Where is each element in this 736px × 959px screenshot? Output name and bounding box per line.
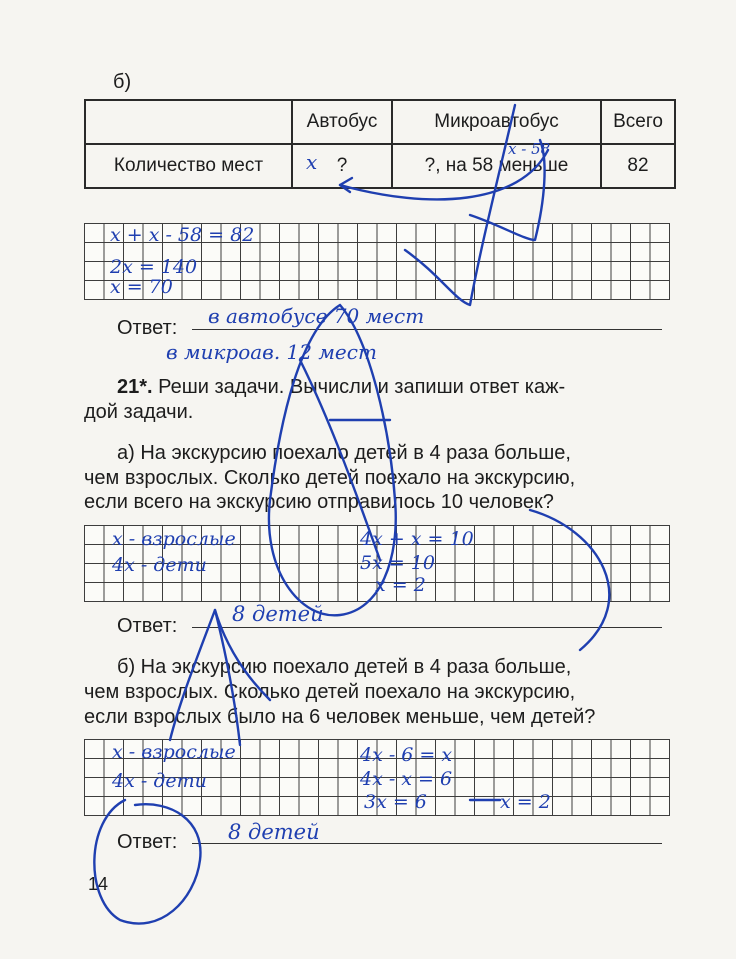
part-a-right-3: x = 2: [375, 574, 426, 596]
table-header-minibus: Микроавтобус: [392, 100, 601, 144]
part-a-right-1: 4x + x = 10: [360, 528, 474, 550]
answer1-hand-line-1: в автобусе 70 мест: [208, 304, 425, 328]
task21-line-1: [117, 375, 565, 399]
table-header-total: Всего: [601, 100, 675, 144]
answer-label-1: Ответ:: [117, 317, 178, 339]
part-b-left-2: 4x - дети: [112, 770, 207, 792]
table-header-empty: [85, 100, 292, 144]
grid1-line-3: x = 70: [110, 276, 173, 298]
handwritten-x-minus: x - 58: [508, 140, 551, 158]
part-a-line-3: если всего на экскурсию отправилось 10 человек?: [84, 491, 554, 513]
table-cell-minibus: ?, на 58 меньше: [392, 144, 601, 188]
grid1-line-2: 2x = 140: [110, 256, 198, 278]
part-b-right-2: 4x - x = 6: [360, 768, 453, 790]
table-cell-bus: ?: [292, 144, 392, 188]
answer-a-hand: 8 детей: [232, 602, 324, 626]
table-row-label: Количество мест: [85, 144, 292, 188]
part-a-line-2: чем взрослых. Сколько детей поехало на экскурсию,: [84, 467, 576, 489]
part-b-left-1: x - взрослые: [112, 741, 236, 763]
handwritten-x-bus: x: [306, 150, 318, 174]
table-cell-total: 82: [601, 144, 675, 188]
problem-table: [84, 99, 676, 189]
part-b-right-1: 4x - 6 = x: [360, 744, 453, 766]
ink-loop-bottom: [94, 800, 200, 924]
answer-label-b: Ответ:: [117, 831, 178, 853]
part-a-line-1: а) На экскурсию поехало детей в 4 раза больше,: [117, 442, 571, 464]
task21-number: 21*.: [117, 376, 153, 398]
part-b-line-3: если взрослых было на 6 человек меньше, чем детей?: [84, 706, 596, 728]
part-b-line-2: чем взрослых. Сколько детей поехало на экскурсию,: [84, 681, 576, 703]
part-b-right-4: x = 2: [500, 791, 551, 813]
answer-line-a: [192, 627, 662, 628]
part-b-right-3: 3x = 6: [364, 791, 427, 813]
part-a-left-2: 4x - дети: [112, 554, 207, 576]
answer-b-hand: 8 детей: [228, 820, 320, 844]
page-number: 14: [88, 874, 109, 894]
answer-line-1: [192, 329, 662, 330]
task21-line-2: дой задачи.: [84, 401, 194, 423]
task21-text-1: Реши задачи. Вычисли и запиши ответ каж-: [158, 376, 566, 398]
part-a-right-2: 5x = 10: [360, 552, 435, 574]
part-b-line-1: б) На экскурсию поехало детей в 4 раза больше,: [117, 656, 572, 678]
answer-label-a: Ответ:: [117, 615, 178, 637]
grid1-line-1: x + x - 58 = 82: [110, 224, 255, 246]
part-a-left-1: x - взрослые: [112, 528, 236, 550]
table-header-bus: Автобус: [292, 100, 392, 144]
answer1-hand-line-2: в микроав. 12 мест: [166, 340, 377, 364]
section-label-b: б): [113, 71, 132, 93]
